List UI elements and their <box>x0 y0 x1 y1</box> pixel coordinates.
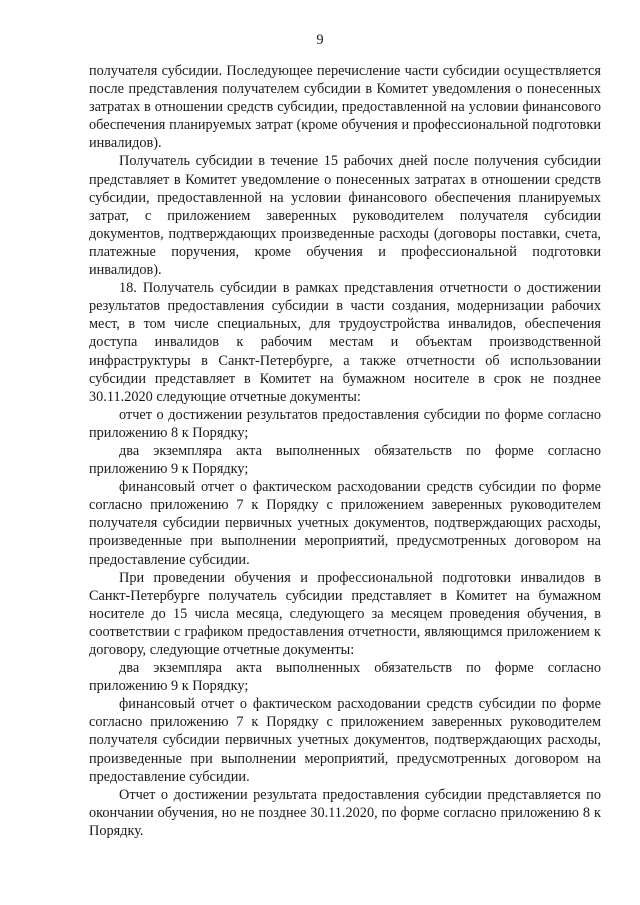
paragraph: Отчет о достижении результата предоставления субсидии представляется по окончании обучения, но не позднее 30.11.2020, по форме согласно приложению 8 к Порядку. <box>89 786 601 839</box>
paragraph: финансовый отчет о фактическом расходовании средств субсидии по форме согласно приложению 7 к Порядку с приложением заверенных руководителем получателя субсидии первичных учетных документов, подтверждающих расходы, произведенные при выполнении мероприятий, предусмотренных договором на предоставление субсидии. <box>89 696 601 785</box>
page-number: 9 <box>316 32 324 48</box>
paragraph: два экземпляра акта выполненных обязательств по форме согласно приложению 9 к Порядку; <box>89 442 601 478</box>
paragraph: Получатель субсидии в течение 15 рабочих дней после получения субсидии представляет в Комитет уведомление о понесенных затратах в отношении средств субсидии, предоставленной на условии финансового обеспечения планируемых затрат, с приложением заверенных руководителем получателя субсидии документов, подтверждающих произведенные расходы (договоры поставки, счета, платежные поручения, кроме обучения и профессиональной подготовки инвалидов). <box>89 153 601 279</box>
paragraph: два экземпляра акта выполненных обязательств по форме согласно приложению 9 к Порядку; <box>89 660 601 695</box>
paragraph: 18. Получатель субсидии в рамках представления отчетности о достижении результатов предоставления субсидии в части создания, модернизации рабочих мест, в том числе специальных, для трудоустройства инвалидов, обеспечения доступа инвалидов к рабочим местам и объектам производственной инфраструктуры в Санкт-Петербурге, а также отчетности об использовании субсидии представляет в Комитет на бумажном носителе в срок не позднее 30.11.2020 следующие отчетные документы: <box>89 280 601 405</box>
document-body <box>89 62 601 840</box>
paragraph: отчет о достижении результатов предоставления субсидии по форме согласно приложению 8 к Порядку; <box>89 406 601 441</box>
paragraph: получателя субсидии. Последующее перечисление части субсидии осуществляется после представления получателем субсидии в Комитет уведомления о понесенных затратах в отношении средств субсидии, предоставленной на условии финансового обеспечения планируемых затрат (кроме обучения и профессиональной подготовки инвалидов). <box>89 63 601 152</box>
paragraph: При проведении обучения и профессиональной подготовки инвалидов в Санкт-Петербурге получатель субсидии представляет в Комитет на бумажном носителе до 15 числа месяца, следующего за месяцем проведения обучения, в соответствии с графиком предоставления отчетности, являющимся приложением к договору, следующие отчетные документы: <box>89 569 601 658</box>
paragraph: финансовый отчет о фактическом расходовании средств субсидии по форме согласно приложению 7 к Порядку с приложением заверенных руководителем получателя субсидии первичных учетных документов, подтверждающих расходы, произведенные при выполнении мероприятий, предусмотренных договором на предоставление субсидии. <box>89 479 601 568</box>
